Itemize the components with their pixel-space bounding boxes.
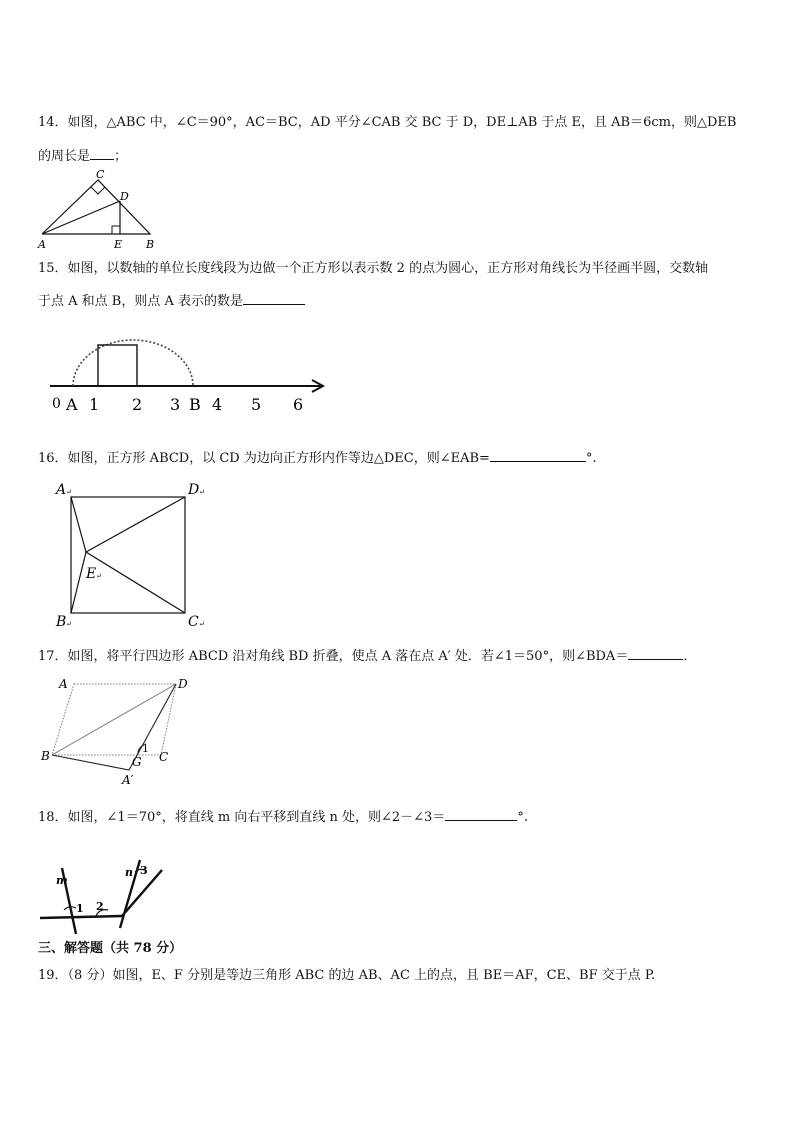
q16-mark-B: ↵ (66, 620, 72, 628)
q17-label-B: B (41, 749, 50, 763)
q15-text-line2 (38, 290, 305, 311)
q14-label-B: B (146, 238, 155, 251)
q18-label-3: 3 (140, 864, 148, 877)
q17-end-punct: ． (683, 649, 697, 664)
q18-label-m: m (56, 874, 68, 887)
q14-label-A: A (38, 238, 46, 251)
q18-label-n: n (125, 866, 133, 879)
q16-label-C: C (188, 614, 199, 630)
q15-number-line-figure (44, 330, 334, 416)
q18-prompt: 18．如图，∠1＝70°，将直线 m 向右平移到直线 n 处，则∠2－∠3＝ (38, 810, 446, 825)
q14-answer-blank[interactable] (90, 145, 114, 160)
q14-label-D: D (120, 190, 129, 203)
q16-end-punct: °. (585, 451, 597, 466)
q17-label-1: 1 (142, 742, 149, 755)
q16-prompt: 16．如图，正方形 ABCD，以 CD 为边向正方形内作等边△DEC，则∠EAB= (38, 451, 490, 466)
q17-label-G: G (132, 755, 142, 769)
q16-mark-E: ↵ (96, 572, 102, 580)
q15-tick-3: 3 (170, 395, 181, 414)
q19-text-line1: 19．（8 分）如图，E、F 分别是等边三角形 ABC 的边 AB、AC 上的点，且 BE＝AF，CE、BF 交于点 P. (38, 968, 656, 983)
q18-label-1: 1 (76, 902, 84, 915)
q15-tick-2: 2 (132, 395, 143, 414)
q15-tick-A: A (66, 395, 78, 414)
q16-answer-blank[interactable] (490, 447, 586, 462)
q18-answer-blank[interactable] (445, 806, 517, 821)
q18-text-line1 (38, 806, 528, 827)
q14-triangle-figure (34, 166, 164, 256)
q15-text-line1: 15．如图，以数轴的单位长度线段为边做一个正方形以表示数 2 的点为圆心，正方形对角线长为半径画半圆，交数轴 (38, 261, 709, 276)
q18-end-punct: °. (517, 810, 528, 825)
q14-prompt: 的周长是 (38, 149, 91, 164)
q16-label-B: B (56, 614, 67, 630)
q15-tick-6: 6 (293, 395, 304, 414)
q17-answer-blank[interactable] (628, 645, 683, 660)
q16-mark-D: ↵ (199, 488, 205, 496)
q15-tick-B: B (189, 395, 201, 414)
q15-tick-0: 0 (52, 396, 61, 412)
q15-tick-1: 1 (89, 395, 100, 414)
q14-text-line1: 14．如图，△ABC 中，∠C＝90°，AC＝BC，AD 平分∠CAB 交 BC 于 D，DE⊥AB 于点 E，且 AB＝6cm，则△DEB (38, 115, 737, 130)
q17-label-A-prime: A′ (122, 773, 134, 787)
q16-mark-C: ↵ (199, 620, 205, 628)
q17-prompt: 17．如图，将平行四边形 ABCD 沿对角线 BD 折叠，使点 A 落在点 A′ 处．若∠1＝50°，则∠BDA＝ (38, 649, 629, 664)
q14-end-punct: ； (114, 149, 128, 164)
q17-label-C: C (159, 750, 169, 764)
q14-text-line2 (38, 145, 127, 166)
q16-label-A: A (56, 482, 67, 498)
q16-label-D: D (188, 482, 200, 498)
q15-tick-5: 5 (251, 395, 262, 414)
q15-prompt: 于点 A 和点 B，则点 A 表示的数是 (38, 294, 243, 309)
q15-answer-blank[interactable] (243, 290, 305, 305)
q15-tick-4: 4 (212, 395, 223, 414)
q18-parallel-lines-figure (36, 850, 176, 936)
q14-label-E: E (114, 238, 123, 251)
q17-parallelogram-figure (38, 672, 208, 790)
q16-square-figure (50, 476, 220, 632)
q16-label-E: E (86, 566, 97, 582)
q17-label-A: A (59, 677, 68, 691)
q16-text-line1 (38, 447, 597, 468)
q17-label-D: D (178, 677, 188, 691)
q17-text-line1 (38, 645, 696, 666)
q18-label-2: 2 (96, 900, 104, 913)
section-title: 三、解答题（共 78 分） (38, 941, 183, 956)
q14-label-C: C (96, 168, 105, 181)
q16-mark-A: ↵ (66, 488, 72, 496)
